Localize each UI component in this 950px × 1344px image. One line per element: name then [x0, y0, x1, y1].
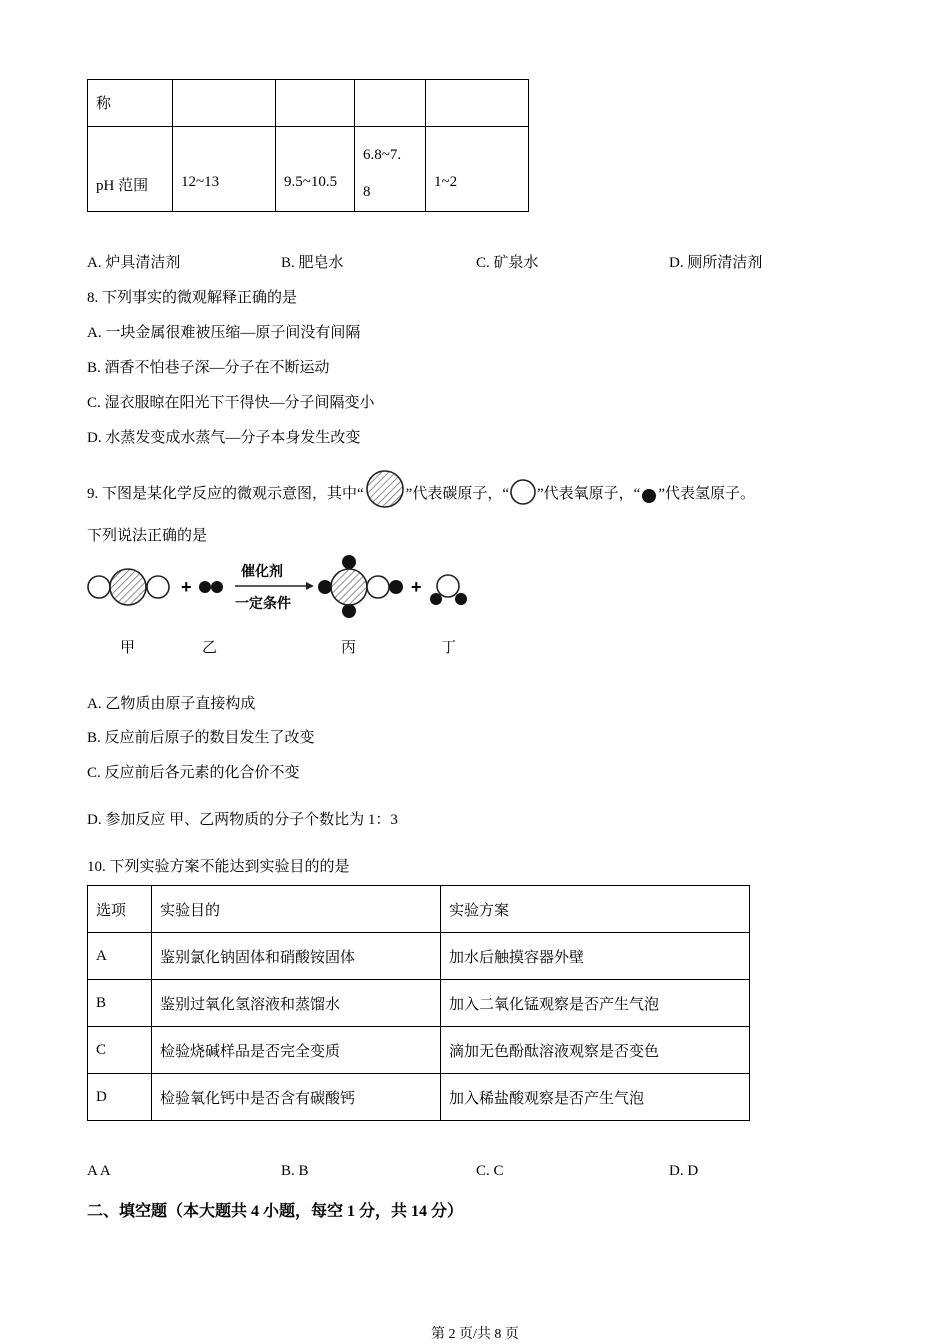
hydrogen-atom	[342, 604, 356, 618]
hydrogen-atom	[199, 581, 211, 593]
q7-option-a: A. 炉具清洁剂	[87, 255, 181, 271]
q9-stem-line2: 下列说法正确的是	[87, 528, 208, 544]
label-jia: 甲	[120, 638, 136, 656]
q9-stem	[87, 474, 755, 510]
table-cell: 9.5~10.5	[276, 127, 355, 212]
table-row	[88, 1074, 750, 1121]
table-row	[88, 933, 750, 980]
q9-stem-part2: ”代表碳原子，“	[405, 485, 509, 502]
label-bing: 丙	[341, 638, 357, 656]
q9-stem-part1: 9. 下图是某化学反应的微观示意图，其中“	[87, 485, 364, 502]
q8-option-d: D. 水蒸发变成水蒸气—分子本身发生改变	[87, 430, 361, 446]
table-cell: 称	[88, 80, 173, 127]
table-cell: A	[88, 933, 152, 980]
q7-option-b: B. 肥皂水	[281, 255, 344, 271]
table-cell	[355, 127, 426, 212]
arrow-bottom-label: 一定条件	[235, 596, 291, 612]
hydrogen-atom	[211, 581, 223, 593]
table-cell: 滴加无色酚酞溶液观察是否变色	[441, 1027, 750, 1074]
arrow-head-icon	[306, 582, 314, 590]
table-cell	[173, 80, 276, 127]
table-header-cell: 实验目的	[152, 886, 441, 933]
ph-range-table	[87, 79, 529, 212]
carbon-atom-icon	[364, 468, 406, 510]
q10-option-c: C. C	[476, 1163, 504, 1179]
q8-option-a: A. 一块金属很难被压缩—原子间没有间隔	[87, 325, 361, 341]
oxygen-atom	[437, 575, 459, 597]
hydrogen-atom	[318, 580, 332, 594]
q9-option-b: B. 反应前后原子的数目发生了改变	[87, 730, 315, 746]
arrow-top-label: 催化剂	[241, 564, 283, 580]
carbon-atom	[110, 569, 146, 605]
table-cell: 检验烧碱样品是否完全变质	[152, 1027, 441, 1074]
table-header-cell: 选项	[88, 886, 152, 933]
hydrogen-atom	[342, 555, 356, 569]
experiment-table	[87, 885, 750, 1121]
molecule-ding	[430, 575, 467, 605]
table-cell	[276, 80, 355, 127]
plus-sign: +	[411, 577, 422, 597]
table-row	[88, 980, 750, 1027]
oxygen-atom-icon	[509, 478, 537, 506]
ph-value-line1: 6.8~7.	[363, 147, 402, 163]
oxygen-atom	[147, 576, 169, 598]
hydrogen-atom	[455, 593, 467, 605]
q9-option-a: A. 乙物质由原子直接构成	[87, 696, 256, 712]
table-cell: D	[88, 1074, 152, 1121]
q10-option-d: D. D	[669, 1163, 699, 1179]
q9-option-c: C. 反应前后各元素的化合价不变	[87, 765, 300, 781]
q8-stem: 8. 下列事实的微观解释正确的是	[87, 290, 298, 306]
table-row	[88, 1027, 750, 1074]
table-cell: 加入二氧化锰观察是否产生气泡	[441, 980, 750, 1027]
label-yi: 乙	[202, 638, 218, 656]
q8-option-b: B. 酒香不怕巷子深—分子在不断运动	[87, 360, 330, 376]
molecule-jia	[88, 569, 169, 605]
q8-option-c: C. 湿衣服晾在阳光下干得快—分子间隔变小	[87, 395, 375, 411]
table-cell: 加水后触摸容器外壁	[441, 933, 750, 980]
ph-value-line2: 8	[363, 184, 371, 200]
table-cell: 鉴别氯化钠固体和硝酸铵固体	[152, 933, 441, 980]
reaction-diagram	[80, 548, 480, 663]
q10-option-b: B. B	[281, 1163, 309, 1179]
label-ding: 丁	[441, 638, 457, 656]
q10-option-a: A A	[87, 1163, 111, 1179]
q10-stem: 10. 下列实验方案不能达到实验目的的是	[87, 859, 350, 875]
table-cell: 鉴别过氧化氢溶液和蒸馏水	[152, 980, 441, 1027]
table-cell: 检验氧化钙中是否含有碳酸钙	[152, 1074, 441, 1121]
plus-sign: +	[181, 577, 192, 597]
section-heading: 二、填空题（本大题共 4 小题，每空 1 分，共 14 分）	[87, 1203, 464, 1220]
table-cell: 1~2	[426, 127, 529, 212]
oxygen-atom	[367, 576, 389, 598]
table-cell: pH 范围	[88, 127, 173, 212]
table-cell: 12~13	[173, 127, 276, 212]
q9-stem-part4: ”代表氢原子。	[658, 485, 755, 502]
q7-option-c: C. 矿泉水	[476, 255, 539, 271]
q9-option-d: D. 参加反应 甲、乙两物质的分子个数比为 1：3	[87, 812, 398, 828]
q9-stem-part3: ”代表氧原子，“	[537, 485, 641, 502]
carbon-atom	[331, 569, 367, 605]
hydrogen-atom-icon	[640, 487, 658, 505]
table-cell: C	[88, 1027, 152, 1074]
page-footer: 第 2 页/共 8 页	[431, 1327, 519, 1342]
table-header-row	[88, 886, 750, 933]
molecule-bing	[318, 555, 403, 618]
oxygen-atom	[88, 576, 110, 598]
q7-option-d: D. 厕所清洁剂	[669, 255, 763, 271]
table-cell: B	[88, 980, 152, 1027]
molecule-yi	[199, 581, 223, 593]
table-cell: 加入稀盐酸观察是否产生气泡	[441, 1074, 750, 1121]
hydrogen-atom	[389, 580, 403, 594]
table-cell	[355, 80, 426, 127]
table-cell	[426, 80, 529, 127]
table-header-cell: 实验方案	[441, 886, 750, 933]
